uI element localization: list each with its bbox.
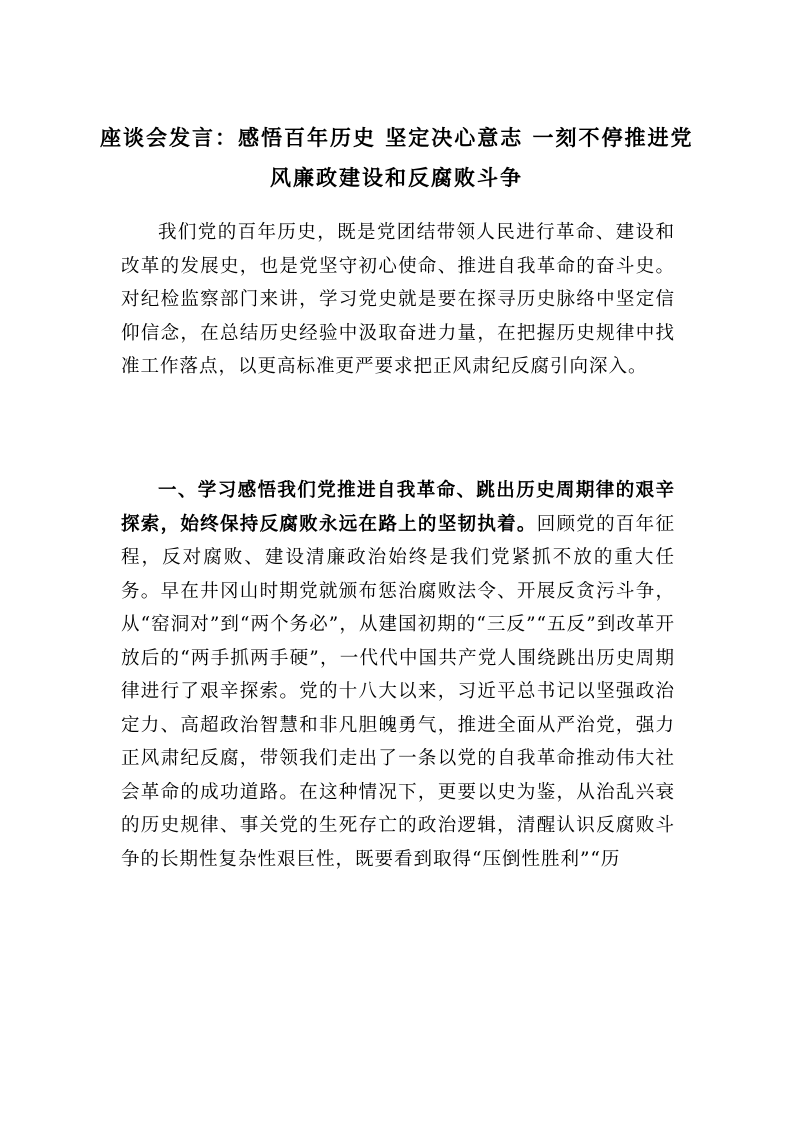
document-title: [100, 118, 693, 198]
title-line-2: 风廉政建设和反腐败斗争: [270, 165, 523, 190]
paragraph-intro: 我们党的百年历史，既是党团结带领人民进行革命、建设和改革的发展史，也是党坚守初心使命、推进自我革命的奋斗史。对纪检监察部门来讲，学习党史就是要在探寻历史脉络中坚定信仰信念，在总结历史经验中汲取奋进力量，在把握历史规律中找准工作落点，以更高标准更严要求把正风肃纪反腐引向深入。: [121, 222, 675, 377]
section-one-body: 回顾党的百年征程，反对腐败、建设清廉政治始终是我们党紧抓不放的重大任务。早在井冈山时期党就颁布惩治腐败法令、开展反贪污斗争，从“窑洞对”到“两个务必”，从建国初期的“三反”“五反”到改革开放后的“两手抓两手硬”，一代代中国共产党人围绕跳出历史周期律进行了艰辛探索。党的十八大以来，习近平总书记以坚强政治定力、高超政治智慧和非凡胆魄勇气，推进全面从严治党，强力正风肃纪反腐，带领我们走出了一条以党的自我革命推动伟大社会革命的成功道路。在这种情况下，更要以史为鉴，从治乱兴衰的历史规律、事关党的生死存亡的政治逻辑，清醒认识反腐败斗争的长期性复杂性艰巨性，既要看到取得“压倒性胜利”“历: [121, 513, 675, 870]
paragraph-section-one: [121, 474, 675, 876]
title-line-1: 座谈会发言：感悟百年历史 坚定决心意志 一刻不停推进党: [100, 125, 693, 150]
section-one-heading: 一、学习感悟我们党推进自我革命、跳出历史周期律的艰辛探索，始终保持反腐败永远在路上的坚韧执着。: [121, 480, 675, 535]
